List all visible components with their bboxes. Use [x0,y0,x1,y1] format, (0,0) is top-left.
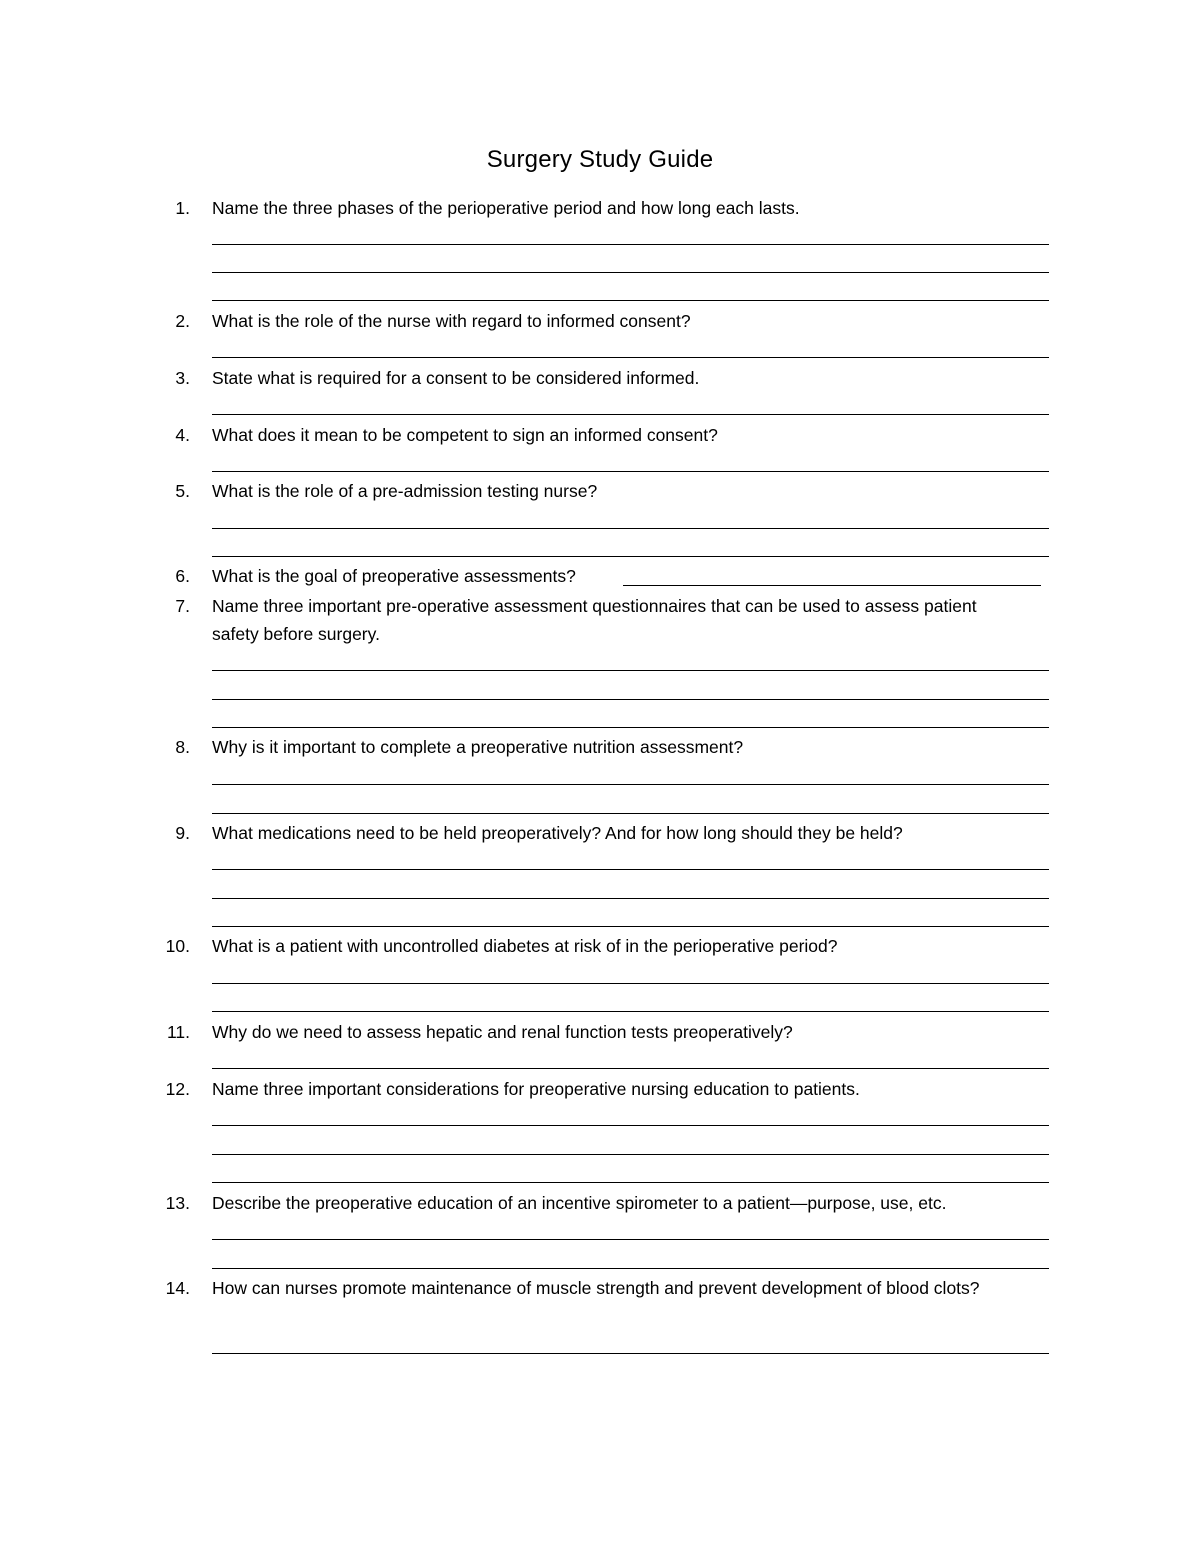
question-text: Name three important considerations for preoperative nursing education to patients. [212,1079,860,1099]
question-number: 1. [175,198,190,218]
answer-line[interactable] [212,357,1049,358]
question-number: 4. [175,425,190,445]
question-number: 5. [175,481,190,501]
answer-line[interactable] [212,300,1049,301]
question-text: How can nurses promote maintenance of muscle strength and prevent development of blood clots? [212,1278,980,1298]
question-text: What does it mean to be competent to sign an informed consent? [212,425,718,445]
answer-line[interactable] [212,869,1049,870]
answer-line[interactable] [212,813,1049,814]
answer-line[interactable] [212,727,1049,728]
answer-line[interactable] [212,1011,1049,1012]
question-number: 8. [175,737,190,757]
answer-line[interactable] [212,784,1049,785]
answer-line[interactable] [212,1182,1049,1183]
question-text: Describe the preoperative education of an incentive spirometer to a patient—purpose, use, etc. [212,1193,947,1213]
question-number: 11. [166,1022,190,1042]
answer-line[interactable] [212,1154,1049,1155]
answer-line[interactable] [212,1268,1049,1269]
question-number: 10. [165,936,190,956]
question-text: Name the three phases of the perioperative period and how long each lasts. [212,198,800,218]
question-number: 6. [175,566,190,586]
question-text: What is the role of a pre-admission testing nurse? [212,481,598,501]
answer-line[interactable] [212,670,1049,671]
answer-line[interactable] [212,1125,1049,1126]
question-text: Why do we need to assess hepatic and renal function tests preoperatively? [212,1022,793,1042]
question-number: 9. [175,823,190,843]
question-number: 13. [165,1193,190,1213]
answer-line[interactable] [212,244,1049,245]
question-text: State what is required for a consent to be considered informed. [212,368,700,388]
answer-line[interactable] [212,528,1049,529]
page-title: Surgery Study Guide [486,146,714,173]
inline-answer-blank[interactable] [623,585,1041,586]
answer-line[interactable] [212,926,1049,927]
answer-line[interactable] [212,1353,1049,1354]
answer-line[interactable] [212,1239,1049,1240]
answer-line[interactable] [212,414,1049,415]
question-number: 3. [175,368,190,388]
question-text: What is a patient with uncontrolled diabetes at risk of in the perioperative period? [212,936,838,956]
question-text: What medications need to be held preoperatively? And for how long should they be held? [212,823,903,843]
question-text: Why is it important to complete a preoperative nutrition assessment? [212,737,744,757]
question-number: 12. [165,1079,190,1099]
question-number: 2. [175,311,190,331]
question-number: 14. [165,1278,190,1298]
answer-line[interactable] [212,898,1049,899]
question-number: 7. [175,596,190,616]
answer-line[interactable] [212,556,1049,557]
question-text: What is the role of the nurse with regard to informed consent? [212,311,691,331]
answer-line[interactable] [212,699,1049,700]
answer-line[interactable] [212,272,1049,273]
answer-line[interactable] [212,471,1049,472]
answer-line[interactable] [212,1068,1049,1069]
question-text: What is the goal of preoperative assessments? [212,566,576,586]
answer-line[interactable] [212,983,1049,984]
question-text: Name three important pre-operative assessment questionnaires that can be used to assess patient safety before surgery. [212,596,977,644]
